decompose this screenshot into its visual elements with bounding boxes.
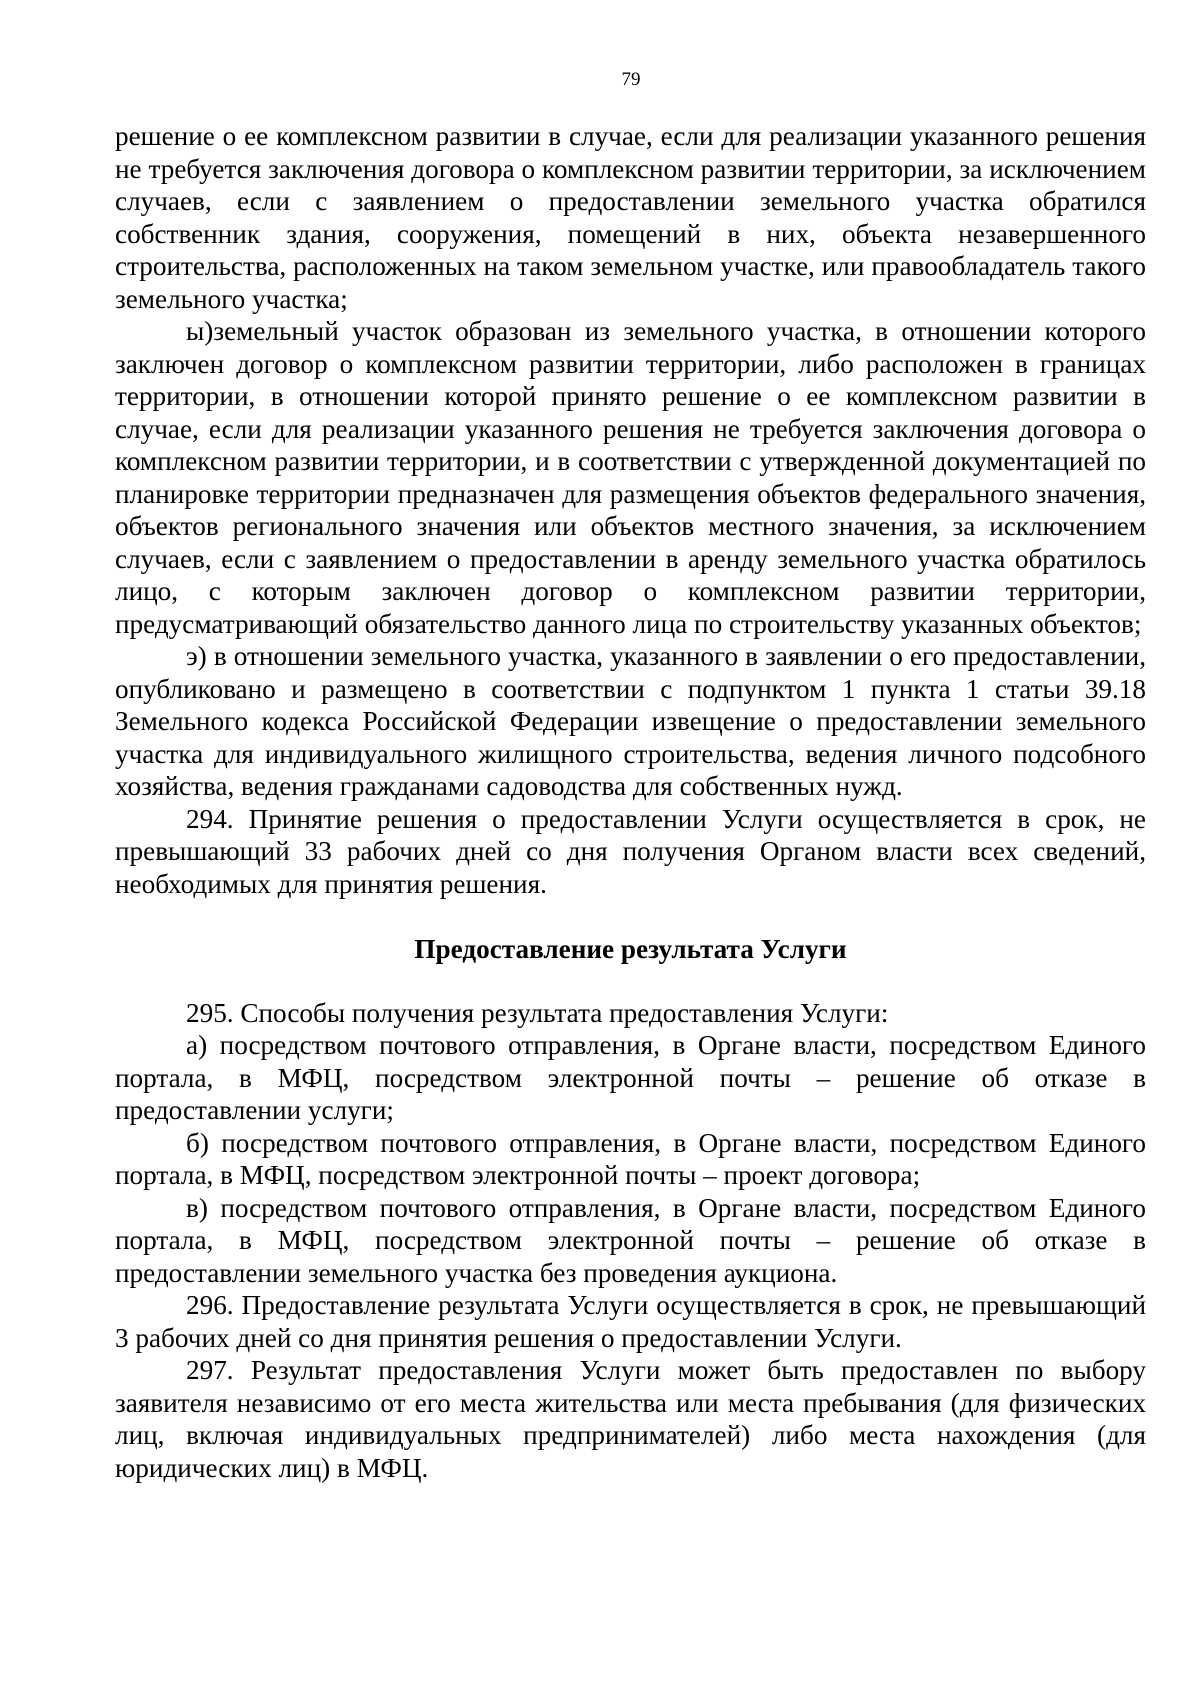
- list-item-text: в отношении земельного участка, указанного в заявлении о его предоставлении, опубликовано и размещено в соответствии с подпунктом 1 пункта 1 статьи 39.18 Земельного кодекса Российской Федерации извещение о предоставлении земельного участка для индивидуального жилищного строительства, ведения личного подсобного хозяйства, ведения гражданами садоводства для собственных нужд.: [115, 641, 1146, 801]
- list-item-label: б): [186, 1127, 222, 1158]
- clause-text: Результат предоставления Услуги может быть предоставлен по выбору заявителя независимо от его места жительства или места пребывания (для физических лиц, включая индивидуальных предпринимателей) либо места нахождения (для юридических лиц) в МФЦ.: [115, 1355, 1147, 1483]
- list-item-y: [115, 315, 1146, 640]
- clause-text: Предоставление результата Услуги осуществляется в срок, не превышающий 3 рабочих дней со дня принятия решения о предоставлении Услуги.: [115, 1290, 1147, 1353]
- clause-297: [115, 1354, 1146, 1484]
- list-item-e: [115, 640, 1146, 803]
- list-item-v: [115, 1192, 1146, 1290]
- page-number: 79: [621, 69, 641, 90]
- clause-number: 294.: [186, 803, 249, 834]
- clause-number: 297.: [186, 1355, 251, 1385]
- document-body: [115, 120, 1146, 1484]
- clause-295: [115, 997, 1146, 1030]
- clause-number: 295.: [186, 997, 241, 1028]
- list-item-text: посредством почтового отправления, в Органе власти, посредством Единого портала, в МФЦ, посредством электронной почты – проект договора;: [115, 1127, 1146, 1190]
- list-item-a: [115, 1029, 1146, 1127]
- clause-text: Способы получения результата предоставления Услуги:: [240, 997, 889, 1028]
- list-item-label: э): [186, 641, 214, 671]
- list-item-label: а): [186, 1030, 220, 1060]
- list-item-b: [115, 1127, 1146, 1192]
- clause-number: 296.: [186, 1290, 242, 1320]
- list-item-text: посредством почтового отправления, в Органе власти, посредством Единого портала, в МФЦ, посредством электронной почты – решение об отказе в предоставлении услуги;: [115, 1030, 1147, 1125]
- list-item-text: посредством почтового отправления, в Органе власти, посредством Единого портала, в МФЦ, посредством электронной почты – решение об отказе в предоставлении земельного участка без проведения аукциона.: [115, 1192, 1146, 1288]
- section-heading: Предоставление результата Услуги: [414, 934, 847, 964]
- list-item-text: земельный участок образован из земельного участка, в отношении которого заключен договор о комплексном развитии территории, либо расположен в границах территории, в отношении которой принято решение о ее комплексном развитии в случае, если для реализации указанного решения не требуется заключения договора о комплексном развитии территории, и в соответствии с утвержденной документацией по планировке территории предназначен для размещения объектов федерального значения, объектов регионального значения или объектов местного значения, за исключением случаев, если с заявлением о предоставлении в аренду земельного участка обратилось лицо, с которым заключен договор о комплексном развитии территории, предусматривающий обязательство данного лица по строительству указанных объектов;: [115, 316, 1146, 639]
- clause-294: [115, 803, 1146, 901]
- list-item-label: в): [186, 1192, 221, 1223]
- clause-text: Принятие решения о предоставлении Услуги осуществляется в срок, не превышающий 33 рабочих дней со дня получения Органом власти всех сведений, необходимых для принятия решения.: [115, 803, 1146, 899]
- list-item-label: ы): [186, 316, 214, 346]
- clause-296: [115, 1289, 1146, 1354]
- paragraph-text: решение о ее комплексном развитии в случае, если для реализации указанного решения не требуется заключения договора о комплексном развитии территории, за исключением случаев, если с заявлением о предоставлении земельного участка обратился собственник здания, сооружения, помещений в них, объекта незавершенного строительства, расположенных на таком земельном участке, или правообладатель такого земельного участка;: [115, 121, 1146, 314]
- paragraph-continuation: [115, 120, 1146, 315]
